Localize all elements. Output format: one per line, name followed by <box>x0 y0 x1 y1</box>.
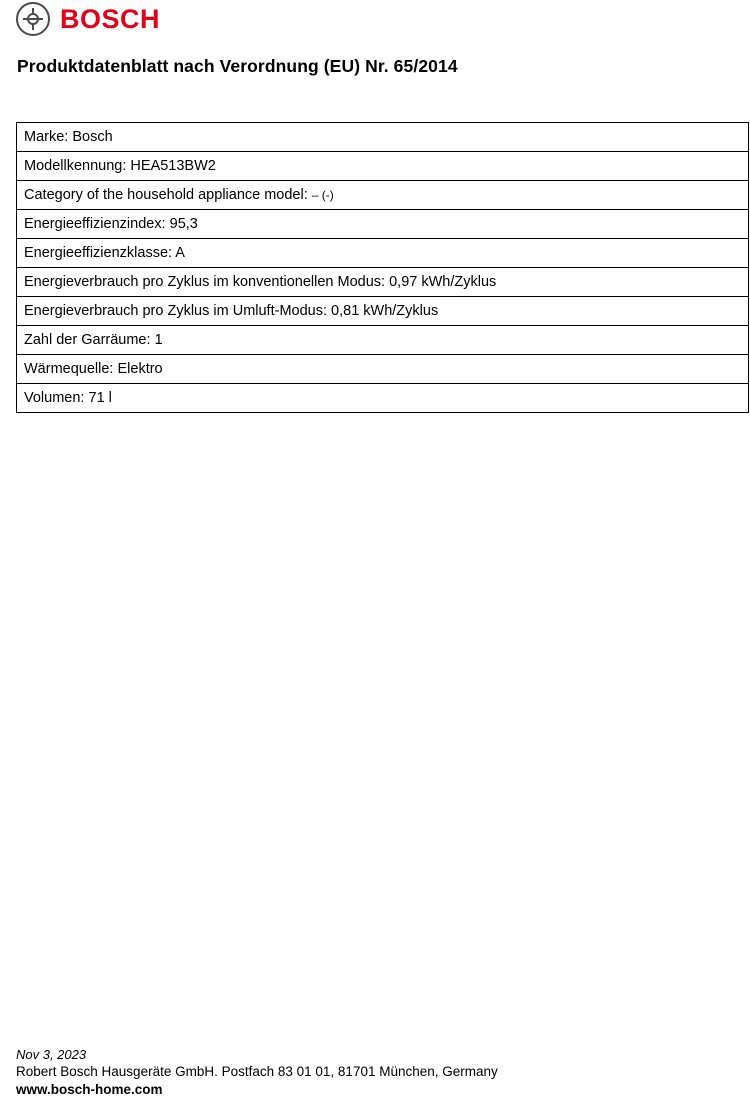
table-cell-waermequelle <box>17 355 749 384</box>
table-cell-energieeffizienzindex <box>17 210 749 239</box>
table-cell-zahl-garraeume <box>17 326 749 355</box>
spec-label: Wärmequelle: <box>24 361 118 377</box>
spec-label: Energieverbrauch pro Zyklus im Umluft-Modus: <box>24 303 332 319</box>
spec-label: Energieverbrauch pro Zyklus im konventionellen Modus: <box>24 274 390 290</box>
spec-value: – (-) <box>311 188 334 202</box>
spec-value: 1 <box>154 332 163 348</box>
table-cell-modellkennung <box>17 152 749 181</box>
table-row <box>17 123 749 152</box>
table-cell-energieverbrauch-konventionell <box>17 268 749 297</box>
brand-logo <box>16 2 160 36</box>
spec-label: Energieeffizienzindex: <box>24 216 170 232</box>
spec-value: 95,3 <box>169 216 198 232</box>
spec-label: Category of the household appliance model: <box>24 187 312 203</box>
spec-value: A <box>175 245 185 261</box>
table-row <box>17 268 749 297</box>
spec-value: 71 l <box>88 390 112 406</box>
spec-label: Marke: <box>24 129 73 145</box>
table-cell-energieverbrauch-umluft <box>17 297 749 326</box>
table-row <box>17 326 749 355</box>
spec-value: Elektro <box>117 361 163 377</box>
product-spec-table <box>16 122 749 413</box>
footer-address: Robert Bosch Hausgeräte GmbH. Postfach 83 01 01, 81701 München, Germany <box>16 1064 498 1079</box>
spec-label: Zahl der Garräume: <box>24 332 155 348</box>
spec-label: Energieeffizienzklasse: <box>24 245 176 261</box>
table-row <box>17 355 749 384</box>
bosch-circle-inner-icon <box>27 13 39 25</box>
table-cell-category <box>17 181 749 210</box>
spec-value: 0,97 kWh/Zyklus <box>389 274 497 290</box>
footer-website-link[interactable]: www.bosch-home.com <box>16 1082 163 1097</box>
footer-date: Nov 3, 2023 <box>16 1047 87 1062</box>
page-title: Produktdatenblatt nach Verordnung (EU) Nr. 65/2014 <box>17 56 458 76</box>
table-cell-energieeffizienzklasse <box>17 239 749 268</box>
table-row <box>17 384 749 413</box>
table-row <box>17 297 749 326</box>
page-footer <box>16 1046 736 1099</box>
spec-value: 0,81 kWh/Zyklus <box>331 303 439 319</box>
table-cell-volumen <box>17 384 749 413</box>
spec-label: Modellkennung: <box>24 158 131 174</box>
spec-value: Bosch <box>72 129 113 145</box>
spec-value: HEA513BW2 <box>130 158 216 174</box>
spec-label: Volumen: <box>24 390 89 406</box>
table-row <box>17 210 749 239</box>
bosch-circle-icon <box>16 2 50 36</box>
table-row <box>17 181 749 210</box>
brand-name: BOSCH <box>60 3 161 34</box>
table-cell-marke <box>17 123 749 152</box>
table-row <box>17 239 749 268</box>
table-row <box>17 152 749 181</box>
